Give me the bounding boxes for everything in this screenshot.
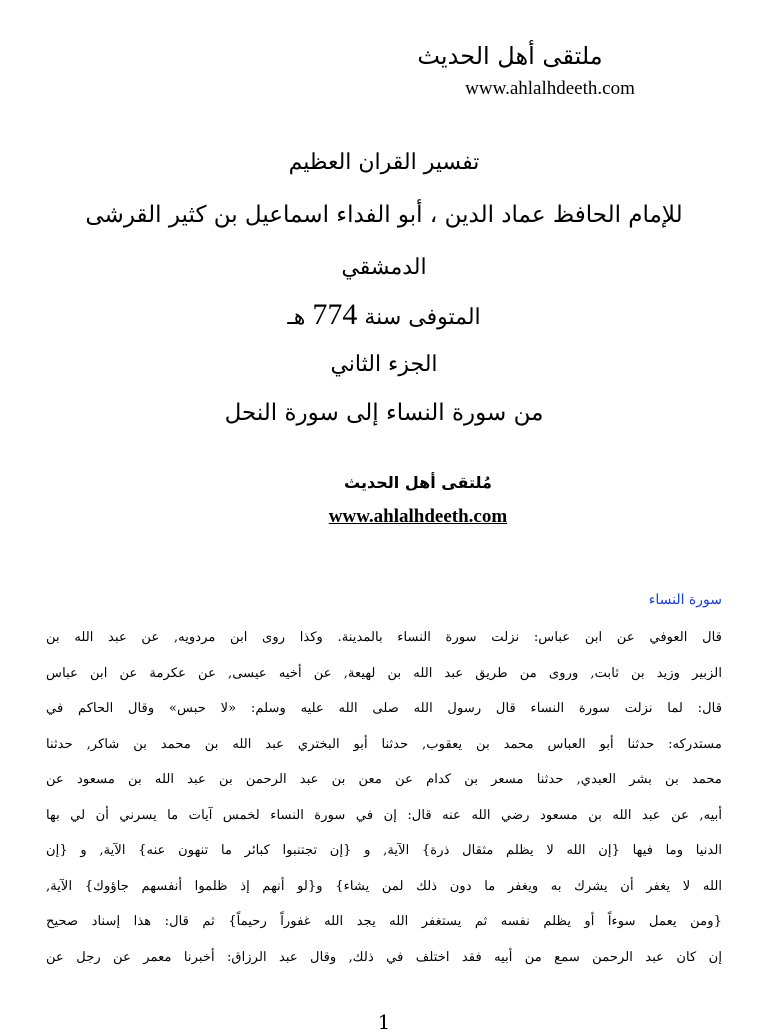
- volume-label: الجزء الثاني: [330, 352, 438, 377]
- death-year: 774: [312, 298, 358, 331]
- body-line: الزبير وزيد بن ثابت, وروى من طريق عبد الله بن لهيعة, عن أخيه عيسى, عن عكرمة عن ابن عباس: [46, 665, 722, 681]
- body-line: {ومن يعمل سوءاً أو يظلم نفسه ثم يستغفر الله يجد الله غفوراً رحيماً} ثم قال: هذا إسناد صحيح: [46, 914, 722, 929]
- death-date-line: [0, 298, 768, 332]
- volume-range: من سورة النساء إلى سورة النحل: [224, 400, 544, 426]
- body-line: الدنيا وما فيها {إن الله لا يظلم مثقال ذرة} الآية, و {إن تجتنبوا كبائر ما تنهون عنه} الآية, و {إن: [46, 843, 722, 858]
- death-suffix: هـ: [287, 305, 306, 330]
- forum-title-header: ملتقى أهل الحديث: [417, 42, 603, 70]
- surah-heading: سورة النساء: [648, 592, 722, 608]
- tafsir-body: [46, 620, 722, 975]
- forum-name: مُلتقى أهل الحديث: [344, 473, 492, 492]
- forum-url-link[interactable]: www.ahlalhdeeth.com: [328, 506, 508, 527]
- forum-url-header: www.ahlalhdeeth.com: [465, 78, 635, 99]
- book-title: تفسير القران العظيم: [288, 150, 480, 175]
- body-line: أبيه, عن عبد الله بن مسعود رضي الله عنه قال: إن في سورة النساء لخمس آيات ما يسرني أن لي بها: [46, 807, 722, 823]
- body-line: مستدركه: حدثنا أبو العباس محمد بن يعقوب, حدثنا أبو البختري عبد الله بن محمد بن شاكر, حدثنا: [46, 736, 722, 752]
- body-line: محمد بن بشر العبدي, حدثنا مسعر بن كدام عن معن بن عبد الرحمن بن عبد الله بن مسعود عن: [46, 772, 722, 787]
- body-line: إن كان عبد الرحمن سمع من أبيه فقد اختلف في ذلك, وقال عبد الرزاق: أخبرنا معمر عن رجل عن: [46, 949, 722, 965]
- author-nisba: الدمشقي: [341, 255, 427, 280]
- body-line: قال: لما نزلت سورة النساء قال رسول الله صلى الله عليه وسلم: «لا حبس» وقال الحاكم في: [46, 701, 722, 716]
- body-line: قال العوفي عن ابن عباس: نزلت سورة النساء بالمدينة. وكذا روى ابن مردويه, عن عبد الله بن: [46, 630, 722, 645]
- body-line: الله لا يغفر أن يشرك به ويغفر ما دون ذلك لمن يشاء} و{لو أنهم إذ ظلموا أنفسهم جاؤوك} الآية,: [46, 878, 722, 894]
- author-line: للإمام الحافظ عماد الدين ، أبو الفداء اسماعيل بن كثير القرشى: [85, 202, 683, 228]
- death-prefix: المتوفى سنة: [364, 305, 481, 330]
- page-number: 1: [377, 1010, 391, 1034]
